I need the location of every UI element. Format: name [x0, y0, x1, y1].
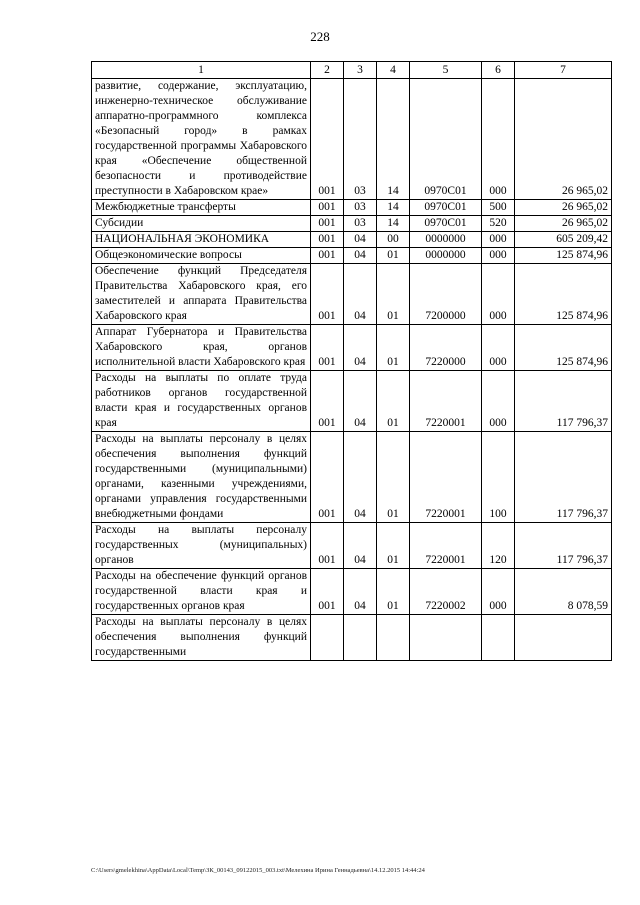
row-amount: 26 965,02 [515, 79, 612, 200]
row-code-ministry: 001 [311, 325, 344, 371]
row-code-target: 7220000 [410, 325, 482, 371]
row-code-expense-type: 000 [482, 248, 515, 264]
row-code-ministry [311, 615, 344, 661]
row-code-target: 7200000 [410, 264, 482, 325]
row-code-subsection: 01 [377, 325, 410, 371]
row-code-section: 04 [344, 432, 377, 523]
row-code-subsection: 14 [377, 79, 410, 200]
row-name: Расходы на выплаты персоналу государственных (муниципальных) органов [92, 523, 311, 569]
table-row [92, 248, 612, 264]
row-code-subsection: 14 [377, 200, 410, 216]
header-col-5: 5 [410, 62, 482, 79]
row-amount: 605 209,42 [515, 232, 612, 248]
row-name: Общеэкономические вопросы [92, 248, 311, 264]
row-name: Расходы на обеспечение функций органов государственной власти края и государственных органов края [92, 569, 311, 615]
row-code-target: 0000000 [410, 248, 482, 264]
table-row [92, 216, 612, 232]
row-code-ministry: 001 [311, 569, 344, 615]
row-code-expense-type: 500 [482, 200, 515, 216]
row-code-ministry: 001 [311, 432, 344, 523]
table-row [92, 371, 612, 432]
row-name: Аппарат Губернатора и Правительства Хабаровского края, органов исполнительной власти Хабаровского края [92, 325, 311, 371]
row-code-expense-type: 100 [482, 432, 515, 523]
row-code-subsection: 00 [377, 232, 410, 248]
row-code-ministry: 001 [311, 248, 344, 264]
table-row [92, 79, 612, 200]
row-code-section: 04 [344, 325, 377, 371]
row-amount: 117 796,37 [515, 432, 612, 523]
row-code-target: 0000000 [410, 232, 482, 248]
row-name: Расходы на выплаты по оплате труда работников органов государственной власти края и государственных органов края [92, 371, 311, 432]
row-code-subsection: 01 [377, 371, 410, 432]
row-code-ministry: 001 [311, 216, 344, 232]
row-code-section: 04 [344, 569, 377, 615]
row-code-section: 03 [344, 216, 377, 232]
row-code-section: 04 [344, 523, 377, 569]
row-amount: 125 874,96 [515, 248, 612, 264]
table-row [92, 432, 612, 523]
row-amount: 26 965,02 [515, 216, 612, 232]
table-row [92, 232, 612, 248]
row-code-expense-type [482, 615, 515, 661]
table-row [92, 615, 612, 661]
row-code-target: 7220001 [410, 523, 482, 569]
row-code-ministry: 001 [311, 200, 344, 216]
header-col-2: 2 [311, 62, 344, 79]
row-amount: 125 874,96 [515, 264, 612, 325]
header-col-7: 7 [515, 62, 612, 79]
row-code-section [344, 615, 377, 661]
row-code-section: 04 [344, 232, 377, 248]
row-code-expense-type: 000 [482, 232, 515, 248]
row-code-expense-type: 000 [482, 371, 515, 432]
row-amount: 117 796,37 [515, 371, 612, 432]
row-code-target: 7220001 [410, 371, 482, 432]
header-row [92, 62, 612, 79]
file-path-footer: C:\Users\gmelekhina\AppData\Local\Temp\ЗК_00143_09122015_003.txt\Мелехина Ирина Геннадьевна\14.12.2015 14:44:24 [91, 867, 425, 874]
page-number: 228 [310, 29, 330, 44]
row-name: развитие, содержание, эксплуатацию, инженерно-техническое обслуживание аппаратно-программного комплекса «Безопасный город» в рамках государственной программы Хабаровского края «Обеспечение общественной безопасности и противодействие преступности в Хабаровском крае» [92, 79, 311, 200]
row-code-section: 04 [344, 248, 377, 264]
table-row [92, 523, 612, 569]
row-code-section: 04 [344, 371, 377, 432]
row-code-section: 04 [344, 264, 377, 325]
row-name: Расходы на выплаты персоналу в целях обеспечения выполнения функций государственными [92, 615, 311, 661]
row-code-subsection: 01 [377, 264, 410, 325]
row-code-ministry: 001 [311, 371, 344, 432]
row-code-target [410, 615, 482, 661]
row-amount [515, 615, 612, 661]
row-amount: 117 796,37 [515, 523, 612, 569]
row-amount: 26 965,02 [515, 200, 612, 216]
table-row [92, 264, 612, 325]
row-code-expense-type: 000 [482, 264, 515, 325]
row-code-subsection: 01 [377, 432, 410, 523]
row-code-expense-type: 000 [482, 569, 515, 615]
table-row [92, 200, 612, 216]
table-row [92, 325, 612, 371]
row-code-subsection: 01 [377, 523, 410, 569]
row-code-section: 03 [344, 79, 377, 200]
row-code-expense-type: 120 [482, 523, 515, 569]
row-code-section: 03 [344, 200, 377, 216]
row-name: НАЦИОНАЛЬНАЯ ЭКОНОМИКА [92, 232, 311, 248]
row-amount: 125 874,96 [515, 325, 612, 371]
row-code-subsection: 14 [377, 216, 410, 232]
row-code-subsection: 01 [377, 248, 410, 264]
row-name: Обеспечение функций Председателя Правительства Хабаровского края, его заместителей и аппарата Правительства Хабаровского края [92, 264, 311, 325]
header-col-6: 6 [482, 62, 515, 79]
row-code-ministry: 001 [311, 523, 344, 569]
row-code-subsection [377, 615, 410, 661]
row-code-subsection: 01 [377, 569, 410, 615]
header-col-4: 4 [377, 62, 410, 79]
row-name: Межбюджетные трансферты [92, 200, 311, 216]
row-name: Субсидии [92, 216, 311, 232]
row-code-ministry: 001 [311, 232, 344, 248]
row-code-expense-type: 000 [482, 79, 515, 200]
header-col-1: 1 [92, 62, 311, 79]
row-code-target: 7220002 [410, 569, 482, 615]
header-col-3: 3 [344, 62, 377, 79]
row-code-target: 0970С01 [410, 200, 482, 216]
row-code-ministry: 001 [311, 264, 344, 325]
table-row [92, 569, 612, 615]
row-code-target: 0970С01 [410, 216, 482, 232]
budget-table [91, 61, 612, 661]
row-code-expense-type: 520 [482, 216, 515, 232]
row-code-ministry: 001 [311, 79, 344, 200]
row-code-target: 0970С01 [410, 79, 482, 200]
row-code-expense-type: 000 [482, 325, 515, 371]
row-amount: 8 078,59 [515, 569, 612, 615]
row-name: Расходы на выплаты персоналу в целях обеспечения выполнения функций государственными (муниципальными) органами, казенными учреждениями, органами управления государственными внебюджетными фондами [92, 432, 311, 523]
row-code-target: 7220001 [410, 432, 482, 523]
